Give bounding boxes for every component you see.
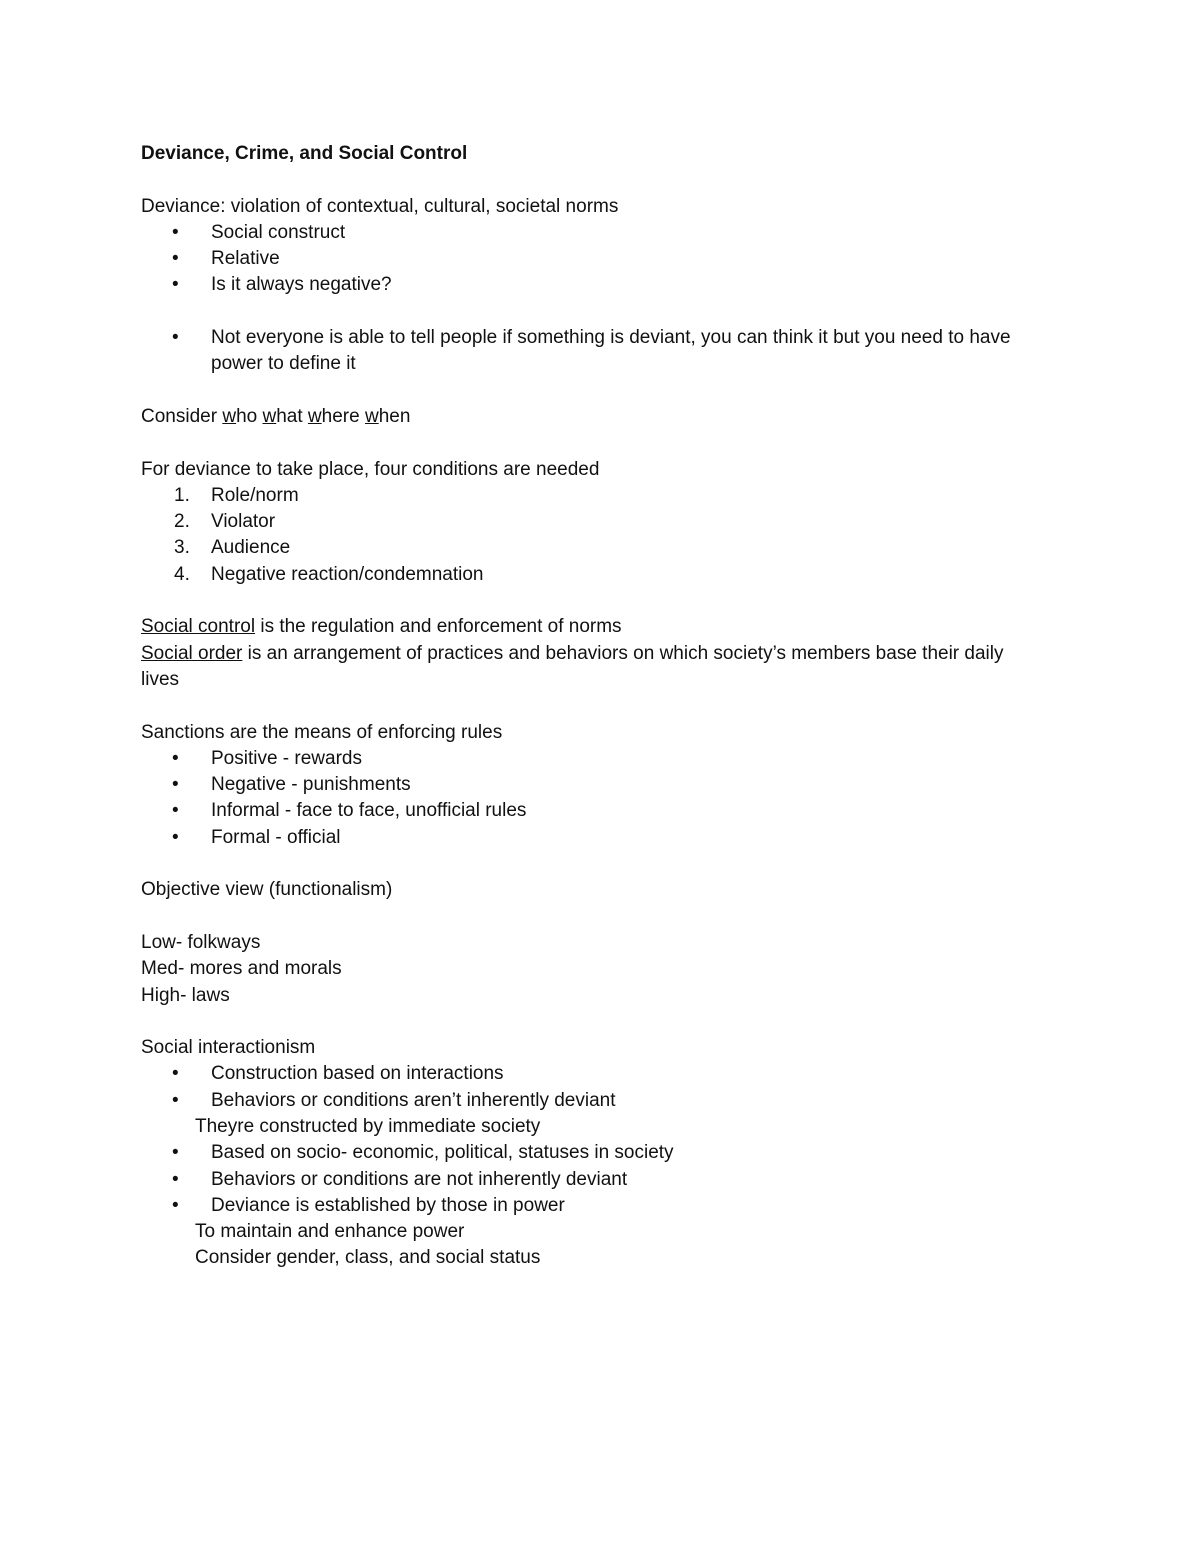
- consider-line: [141, 404, 1061, 430]
- list-item-text: Positive - rewards: [211, 747, 362, 769]
- term: Social control: [141, 616, 256, 638]
- underlined-letter: w: [307, 405, 322, 427]
- bullet-marker: •: [172, 1063, 179, 1085]
- list-item-text: Behaviors or conditions aren’t inherently deviant: [211, 1089, 616, 1111]
- bullet-marker: •: [172, 1089, 179, 1111]
- social-order-definition: [141, 641, 1061, 667]
- list-item: [141, 246, 1061, 272]
- level-line: Low- folkways: [141, 931, 261, 953]
- bullet-marker: •: [172, 747, 179, 769]
- list-item-text: Informal - face to face, unofficial rules: [211, 800, 527, 822]
- list-item: [141, 272, 1061, 298]
- list-item-text: Behaviors or conditions are not inherently deviant: [211, 1168, 628, 1190]
- numbered-item: [141, 535, 1061, 561]
- list-item-text: Deviance is established by those in power: [211, 1194, 565, 1216]
- list-item-note: Consider gender, class, and social status: [195, 1247, 541, 1269]
- bullet-marker: •: [172, 327, 179, 349]
- conditions-intro: For deviance to take place, four conditions are needed: [141, 458, 600, 480]
- underlined-letter: w: [262, 405, 277, 427]
- definition-text: is an arrangement of practices and behaviors on which society’s members base their daily: [242, 642, 1004, 664]
- item-text: Negative reaction/condemnation: [211, 563, 484, 585]
- list-item: [141, 798, 1061, 824]
- term: Social order: [141, 642, 243, 664]
- word-rest: hen: [378, 405, 411, 427]
- bullet-marker: •: [172, 774, 179, 796]
- list-item-continuation: [141, 351, 1061, 377]
- spacer: [141, 904, 1061, 930]
- spacer: [141, 167, 1061, 193]
- list-item: [141, 1193, 1061, 1219]
- item-number: 2.: [174, 511, 190, 533]
- numbered-item: [141, 483, 1061, 509]
- item-number: 1.: [174, 484, 190, 506]
- definition-text: is the regulation and enforcement of norms: [255, 616, 622, 638]
- list-item-text: Relative: [211, 248, 280, 270]
- sanctions-intro: Sanctions are the means of enforcing rules: [141, 721, 503, 743]
- list-item-text: Is it always negative?: [211, 274, 392, 296]
- word-rest: hat: [276, 405, 308, 427]
- list-item: [141, 746, 1061, 772]
- item-text: Role/norm: [211, 484, 299, 506]
- spacer: [141, 299, 1061, 325]
- spacer: [141, 378, 1061, 404]
- list-item-text: Based on socio- economic, political, statuses in society: [211, 1142, 674, 1164]
- underlined-letter: w: [222, 405, 237, 427]
- word-rest: ho: [236, 405, 263, 427]
- underlined-letter: w: [364, 405, 379, 427]
- list-item-text: Negative - punishments: [211, 774, 411, 796]
- list-item-note: Theyre constructed by immediate society: [195, 1115, 541, 1137]
- list-item: [141, 325, 1061, 351]
- spacer: [141, 851, 1061, 877]
- list-item-text: Formal - official: [211, 826, 341, 848]
- consider-prefix: Consider: [141, 405, 223, 427]
- list-item-text: Social construct: [211, 221, 346, 243]
- spacer: [141, 693, 1061, 719]
- numbered-item: [141, 562, 1061, 588]
- bullet-marker: •: [172, 274, 179, 296]
- item-text: Audience: [211, 537, 291, 559]
- bullet-marker: •: [172, 1142, 179, 1164]
- list-item: [141, 772, 1061, 798]
- list-item-text: Construction based on interactions: [211, 1063, 504, 1085]
- word-rest: here: [321, 405, 365, 427]
- bullet-marker: •: [172, 1168, 179, 1190]
- spacer: [141, 430, 1061, 456]
- list-item-note: To maintain and enhance power: [195, 1221, 465, 1243]
- list-item: [141, 1061, 1061, 1087]
- numbered-item: [141, 509, 1061, 535]
- list-item: [141, 1140, 1061, 1166]
- bullet-marker: •: [172, 221, 179, 243]
- bullet-marker: •: [172, 1194, 179, 1216]
- list-item: [141, 1167, 1061, 1193]
- document-title: Deviance, Crime, and Social Control: [141, 143, 468, 164]
- item-number: 3.: [174, 537, 190, 559]
- level-line: Med- mores and morals: [141, 958, 342, 980]
- deviance-definition: Deviance: violation of contextual, cultural, societal norms: [141, 195, 619, 217]
- item-text: Violator: [211, 511, 276, 533]
- document-body: [141, 141, 1061, 1272]
- social-control-definition: [141, 614, 1061, 640]
- objective-view-heading: Objective view (functionalism): [141, 879, 393, 901]
- bullet-marker: •: [172, 800, 179, 822]
- item-number: 4.: [174, 563, 190, 585]
- spacer: [141, 588, 1061, 614]
- spacer: [141, 1009, 1061, 1035]
- list-item: [141, 1088, 1061, 1114]
- bullet-marker: •: [172, 248, 179, 270]
- interactionism-heading: Social interactionism: [141, 1037, 316, 1059]
- list-item-text: Not everyone is able to tell people if something is deviant, you can think it but you need to have: [211, 327, 1011, 349]
- list-item: [141, 220, 1061, 246]
- bullet-marker: •: [172, 826, 179, 848]
- social-order-definition-continuation: lives: [141, 668, 180, 690]
- level-line: High- laws: [141, 984, 230, 1006]
- list-item-text: power to define it: [211, 353, 356, 375]
- list-item: [141, 825, 1061, 851]
